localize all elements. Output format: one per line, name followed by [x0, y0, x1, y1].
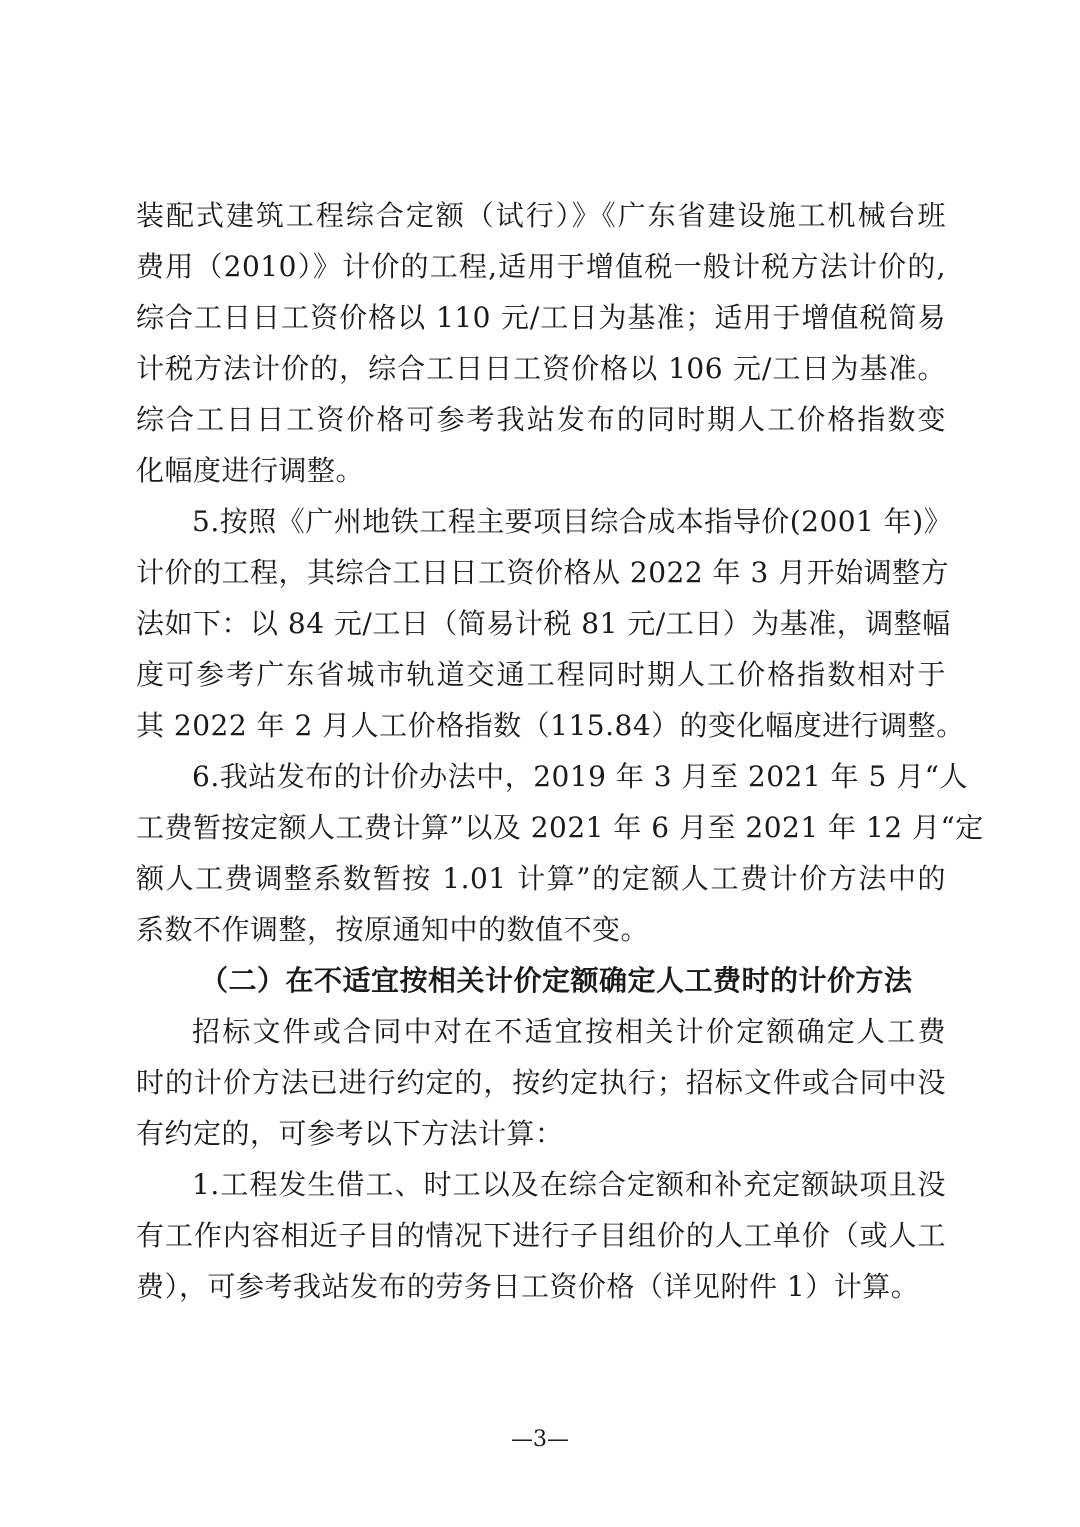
- text-line: 计税方法计价的，综合工日日工资价格以 106 元/工日为基准。: [136, 352, 946, 385]
- text-line: 装配式建筑工程综合定额（试行）》《广东省建设施工机械台班: [136, 199, 946, 232]
- text-line: 综合工日日工资价格以 110 元/工日为基准；适用于增值税简易: [136, 301, 946, 334]
- page-number: —3—: [511, 1427, 569, 1452]
- text-line: 法如下：以 84 元/工日（简易计税 81 元/工日）为基准，调整幅: [136, 607, 951, 640]
- text-line: 综合工日日工资价格可参考我站发布的同时期人工价格指数变: [136, 403, 946, 436]
- text-line: 6.我站发布的计价办法中，2019 年 3 月至 2021 年 5 月“人: [192, 760, 968, 793]
- text-line: 计价的工程，其综合工日日工资价格从 2022 年 3 月开始调整方: [136, 556, 950, 589]
- text-line: 1.工程发生借工、时工以及在综合定额和补充定额缺项且没: [192, 1168, 946, 1201]
- text-line: 费），可参考我站发布的劳务日工资价格（详见附件 1）计算。: [136, 1270, 920, 1303]
- text-line: 化幅度进行调整。: [136, 454, 365, 487]
- text-line: 有约定的，可参考以下方法计算：: [136, 1117, 564, 1150]
- text-line: 其 2022 年 2 月人工价格指数（115.84）的变化幅度进行调整。: [136, 709, 965, 742]
- text-line: 额人工费调整系数暂按 1.01 计算”的定额人工费计价方法中的: [136, 862, 946, 895]
- text-line: 有工作内容相近子目的情况下进行子目组价的人工单价（或人工: [136, 1219, 946, 1252]
- text-line: 系数不作调整，按原通知中的数值不变。: [136, 913, 650, 946]
- text-line: 工费暂按定额人工费计算”以及 2021 年 6 月至 2021 年 12 月“定: [136, 811, 984, 844]
- text-line: 5.按照《广州地铁工程主要项目综合成本指导价(2001 年)》: [192, 505, 953, 538]
- section-heading: （二）在不适宜按相关计价定额确定人工费时的计价方法: [200, 964, 913, 997]
- text-line: 招标文件或合同中对在不适宜按相关计价定额确定人工费: [192, 1015, 946, 1048]
- text-line: 费用（2010）》计价的工程,适用于增值税一般计税方法计价的,: [136, 250, 946, 283]
- text-line: 度可参考广东省城市轨道交通工程同时期人工价格指数相对于: [136, 658, 946, 691]
- text-line: 时的计价方法已进行约定的，按约定执行；招标文件或合同中没: [136, 1066, 946, 1099]
- document-body: [136, 190, 984, 1312]
